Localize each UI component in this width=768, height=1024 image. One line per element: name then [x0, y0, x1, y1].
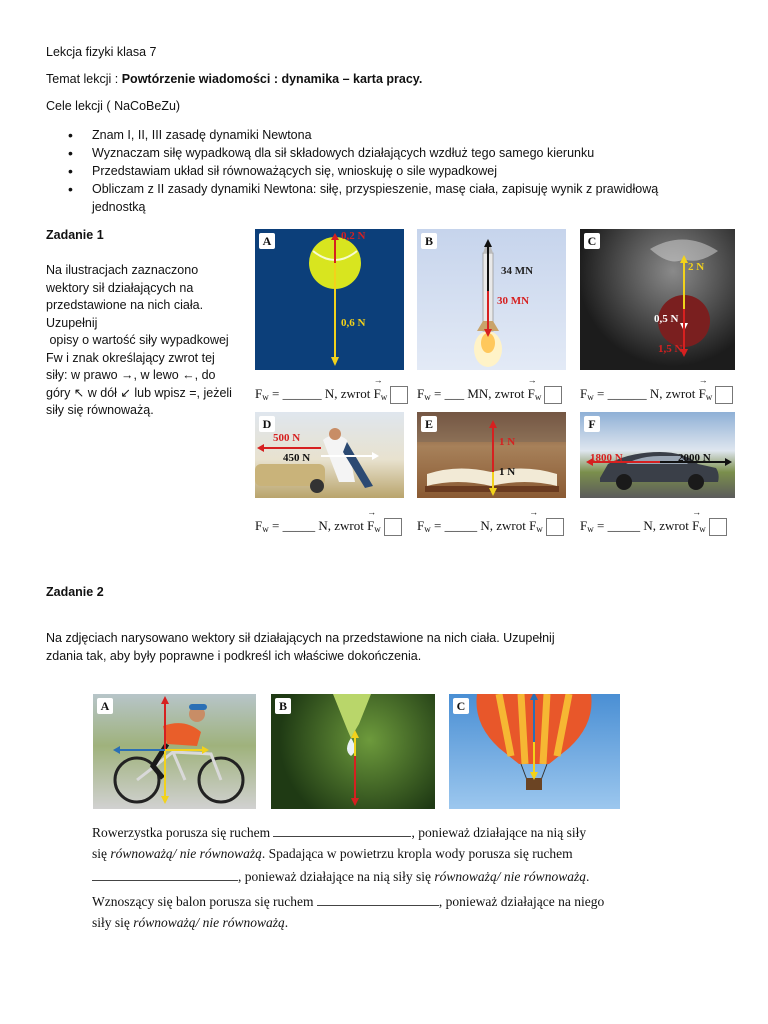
sentence-text: . [284, 915, 289, 930]
fw-subscript: w [424, 524, 431, 534]
task1-line: przedstawione na nich ciała. [46, 298, 204, 312]
answer-blank[interactable] [273, 825, 411, 837]
fw-subscript: w [587, 524, 594, 534]
answer-box[interactable] [384, 518, 402, 536]
force-label: 0,6 N [341, 317, 366, 329]
sentence-text: , ponieważ działające na niego [438, 894, 605, 909]
task1-line: Fw i znak określający zwrot tej [46, 350, 215, 365]
lesson-goals-heading: Cele lekcji ( NaCoBeZu) [46, 99, 181, 113]
answer-box[interactable] [715, 386, 733, 404]
task2-photo-water-drop [271, 694, 435, 809]
rocket-illustration [417, 229, 566, 370]
fw-subscript: w [380, 392, 388, 402]
cyclist-illustration [93, 694, 256, 809]
sentence-text: , ponieważ działające na nią siły [411, 825, 587, 840]
goals-list [68, 126, 708, 198]
fw-subscript: w [587, 392, 594, 402]
fw-subscript: w [534, 392, 542, 402]
answer-c [580, 386, 733, 404]
fw-vector: → F [692, 518, 699, 534]
task2-title: Zadanie 2 [46, 585, 104, 599]
fw-vector: → F [529, 518, 536, 534]
sentence-text: , ponieważ działające na nią siły się [238, 869, 435, 884]
fw-subscript: w [262, 392, 269, 402]
task2-sentence-1 [92, 822, 632, 844]
answer-box[interactable] [544, 386, 562, 404]
fw-subscript: w [374, 524, 381, 534]
goal-item-continuation: jednostką [92, 200, 146, 214]
task2-sentence-3 [92, 866, 632, 888]
fw-equation: = ______ N, zwrot [593, 386, 699, 401]
force-label: 2 N [688, 261, 705, 273]
fw-symbol: F [417, 518, 425, 533]
answer-box[interactable] [546, 518, 564, 536]
fw-symbol: F [580, 518, 588, 533]
choice-text[interactable]: równoważą/ nie równoważą [434, 869, 586, 884]
panel-e-book [417, 412, 566, 498]
task2-line: Na zdjęciach narysowano wektory sił działających na przedstawione na nich ciała. Uzupełnij [46, 631, 555, 645]
fw-vector: → F [374, 386, 381, 402]
sentence-text: się [92, 846, 111, 861]
goal-item: • Przedstawiam układ sił równoważących się, wnioskuję o sile wypadkowej [68, 162, 708, 180]
fw-equation: = _____ N, zwrot [593, 518, 693, 533]
fw-subscript: w [424, 392, 431, 402]
fw-equation: = ___ MN, zwrot [430, 386, 528, 401]
answer-b [417, 386, 562, 404]
task1-line: góry ↖ w dół ↙ lub wpisz =, jeżeli [46, 385, 232, 400]
topic-prefix: Temat lekcji : [46, 72, 122, 86]
force-label: 1800 N [590, 452, 623, 464]
fw-vector: → F [367, 518, 374, 534]
sentence-text: siły się [92, 915, 134, 930]
task1-instructions [46, 262, 242, 420]
task1-line: Uzupełnij [46, 315, 98, 330]
goal-item: • Obliczam z II zasady dynamiki Newtona: siłę, przyspieszenie, masę ciała, zapisuję wynik z prawidłową [68, 180, 708, 198]
answer-a [255, 386, 408, 404]
answer-e [417, 518, 564, 536]
force-label: 450 N [283, 452, 311, 464]
answer-blank[interactable] [317, 894, 439, 906]
lesson-class: Lekcja fizyki klasa 7 [46, 45, 157, 59]
answer-blank[interactable] [92, 869, 238, 881]
force-label: 1 N [499, 436, 516, 448]
answer-box[interactable] [390, 386, 408, 404]
task1-line: Na ilustracjach zaznaczono [46, 263, 199, 277]
task1-line: siły: w prawo →, w lewo ←, do [46, 368, 216, 382]
task2-sentence-4 [92, 891, 632, 913]
fw-symbol: F [255, 386, 263, 401]
task2-sentence-2 [92, 843, 632, 865]
panel-a-tennis-ball [255, 229, 404, 370]
fw-subscript: w [705, 392, 713, 402]
panel-label: B [421, 233, 437, 249]
force-label: 34 MN [501, 265, 534, 277]
fw-symbol: F [417, 386, 425, 401]
goal-item: • Znam I, II, III zasadę dynamiki Newtona [68, 126, 708, 144]
panel-label: C [453, 698, 469, 714]
lesson-topic [46, 71, 422, 88]
water-drop-illustration [271, 694, 435, 809]
panel-d-pushing-car [255, 412, 404, 498]
task1-line: siły się równoważą. [46, 403, 154, 417]
panel-label: A [259, 233, 275, 249]
task2-photo-cyclist [93, 694, 256, 809]
panel-label: F [584, 416, 600, 432]
balloon-illustration [449, 694, 620, 809]
answer-box[interactable] [709, 518, 727, 536]
task1-line: wektory sił działających na [46, 280, 194, 295]
sentence-text: . [585, 869, 590, 884]
panel-label: A [97, 698, 113, 714]
sentence-text: Rowerzystka porusza się ruchem [92, 825, 274, 840]
panel-f-car [580, 412, 735, 498]
panel-label: E [421, 416, 437, 432]
force-label: 500 N [273, 432, 301, 444]
choice-text[interactable]: równoważą/ nie równoważą [110, 846, 262, 861]
sentence-text: . Spadająca w powietrzu kropla wody porusza się ruchem [261, 846, 573, 861]
task2-photo-balloon [449, 694, 620, 809]
fw-equation: = _____ N, zwrot [430, 518, 530, 533]
topic-suffix: . [418, 72, 423, 86]
panel-c-apple-water [580, 229, 735, 370]
panel-label: D [259, 416, 275, 432]
force-label: 1,5 N [658, 343, 683, 355]
panel-label: B [275, 698, 291, 714]
tennis-ball-illustration [255, 229, 404, 370]
force-label: 0,2 N [341, 230, 366, 242]
task1-line: opisy o wartość siły wypadkowej [46, 333, 229, 347]
force-label: 30 MN [497, 295, 530, 307]
force-label: 1 N [499, 466, 516, 478]
goal-item: • Wyznaczam siłę wypadkową dla sił składowych działających wzdłuż tego samego kierunku [68, 144, 708, 162]
pushing-car-illustration [255, 412, 404, 498]
fw-vector: → F [528, 386, 535, 402]
fw-equation: = ______ N, zwrot [268, 386, 374, 401]
fw-subscript: w [536, 524, 543, 534]
panel-b-rocket [417, 229, 566, 370]
fw-vector: → F [699, 386, 706, 402]
panel-label: C [584, 233, 600, 249]
answer-d [255, 518, 402, 536]
fw-subscript: w [699, 524, 706, 534]
fw-symbol: F [580, 386, 588, 401]
force-label: 0,5 N [654, 313, 679, 325]
fw-subscript: w [262, 524, 269, 534]
choice-text[interactable]: równoważą/ nie równoważą [133, 915, 285, 930]
fw-equation: = _____ N, zwrot [268, 518, 368, 533]
book-illustration [417, 412, 566, 498]
answer-f [580, 518, 727, 536]
force-label: 2000 N [678, 452, 711, 464]
task2-sentence-5 [92, 912, 632, 934]
fw-symbol: F [255, 518, 263, 533]
task1-title: Zadanie 1 [46, 228, 104, 242]
sentence-text: Wznoszący się balon porusza się ruchem [92, 894, 317, 909]
topic-title: Powtórzenie wiadomości : dynamika – karta pracy [121, 72, 419, 86]
task2-line: zdania tak, aby były poprawne i podkreśl ich właściwe dokończenia. [46, 649, 422, 663]
